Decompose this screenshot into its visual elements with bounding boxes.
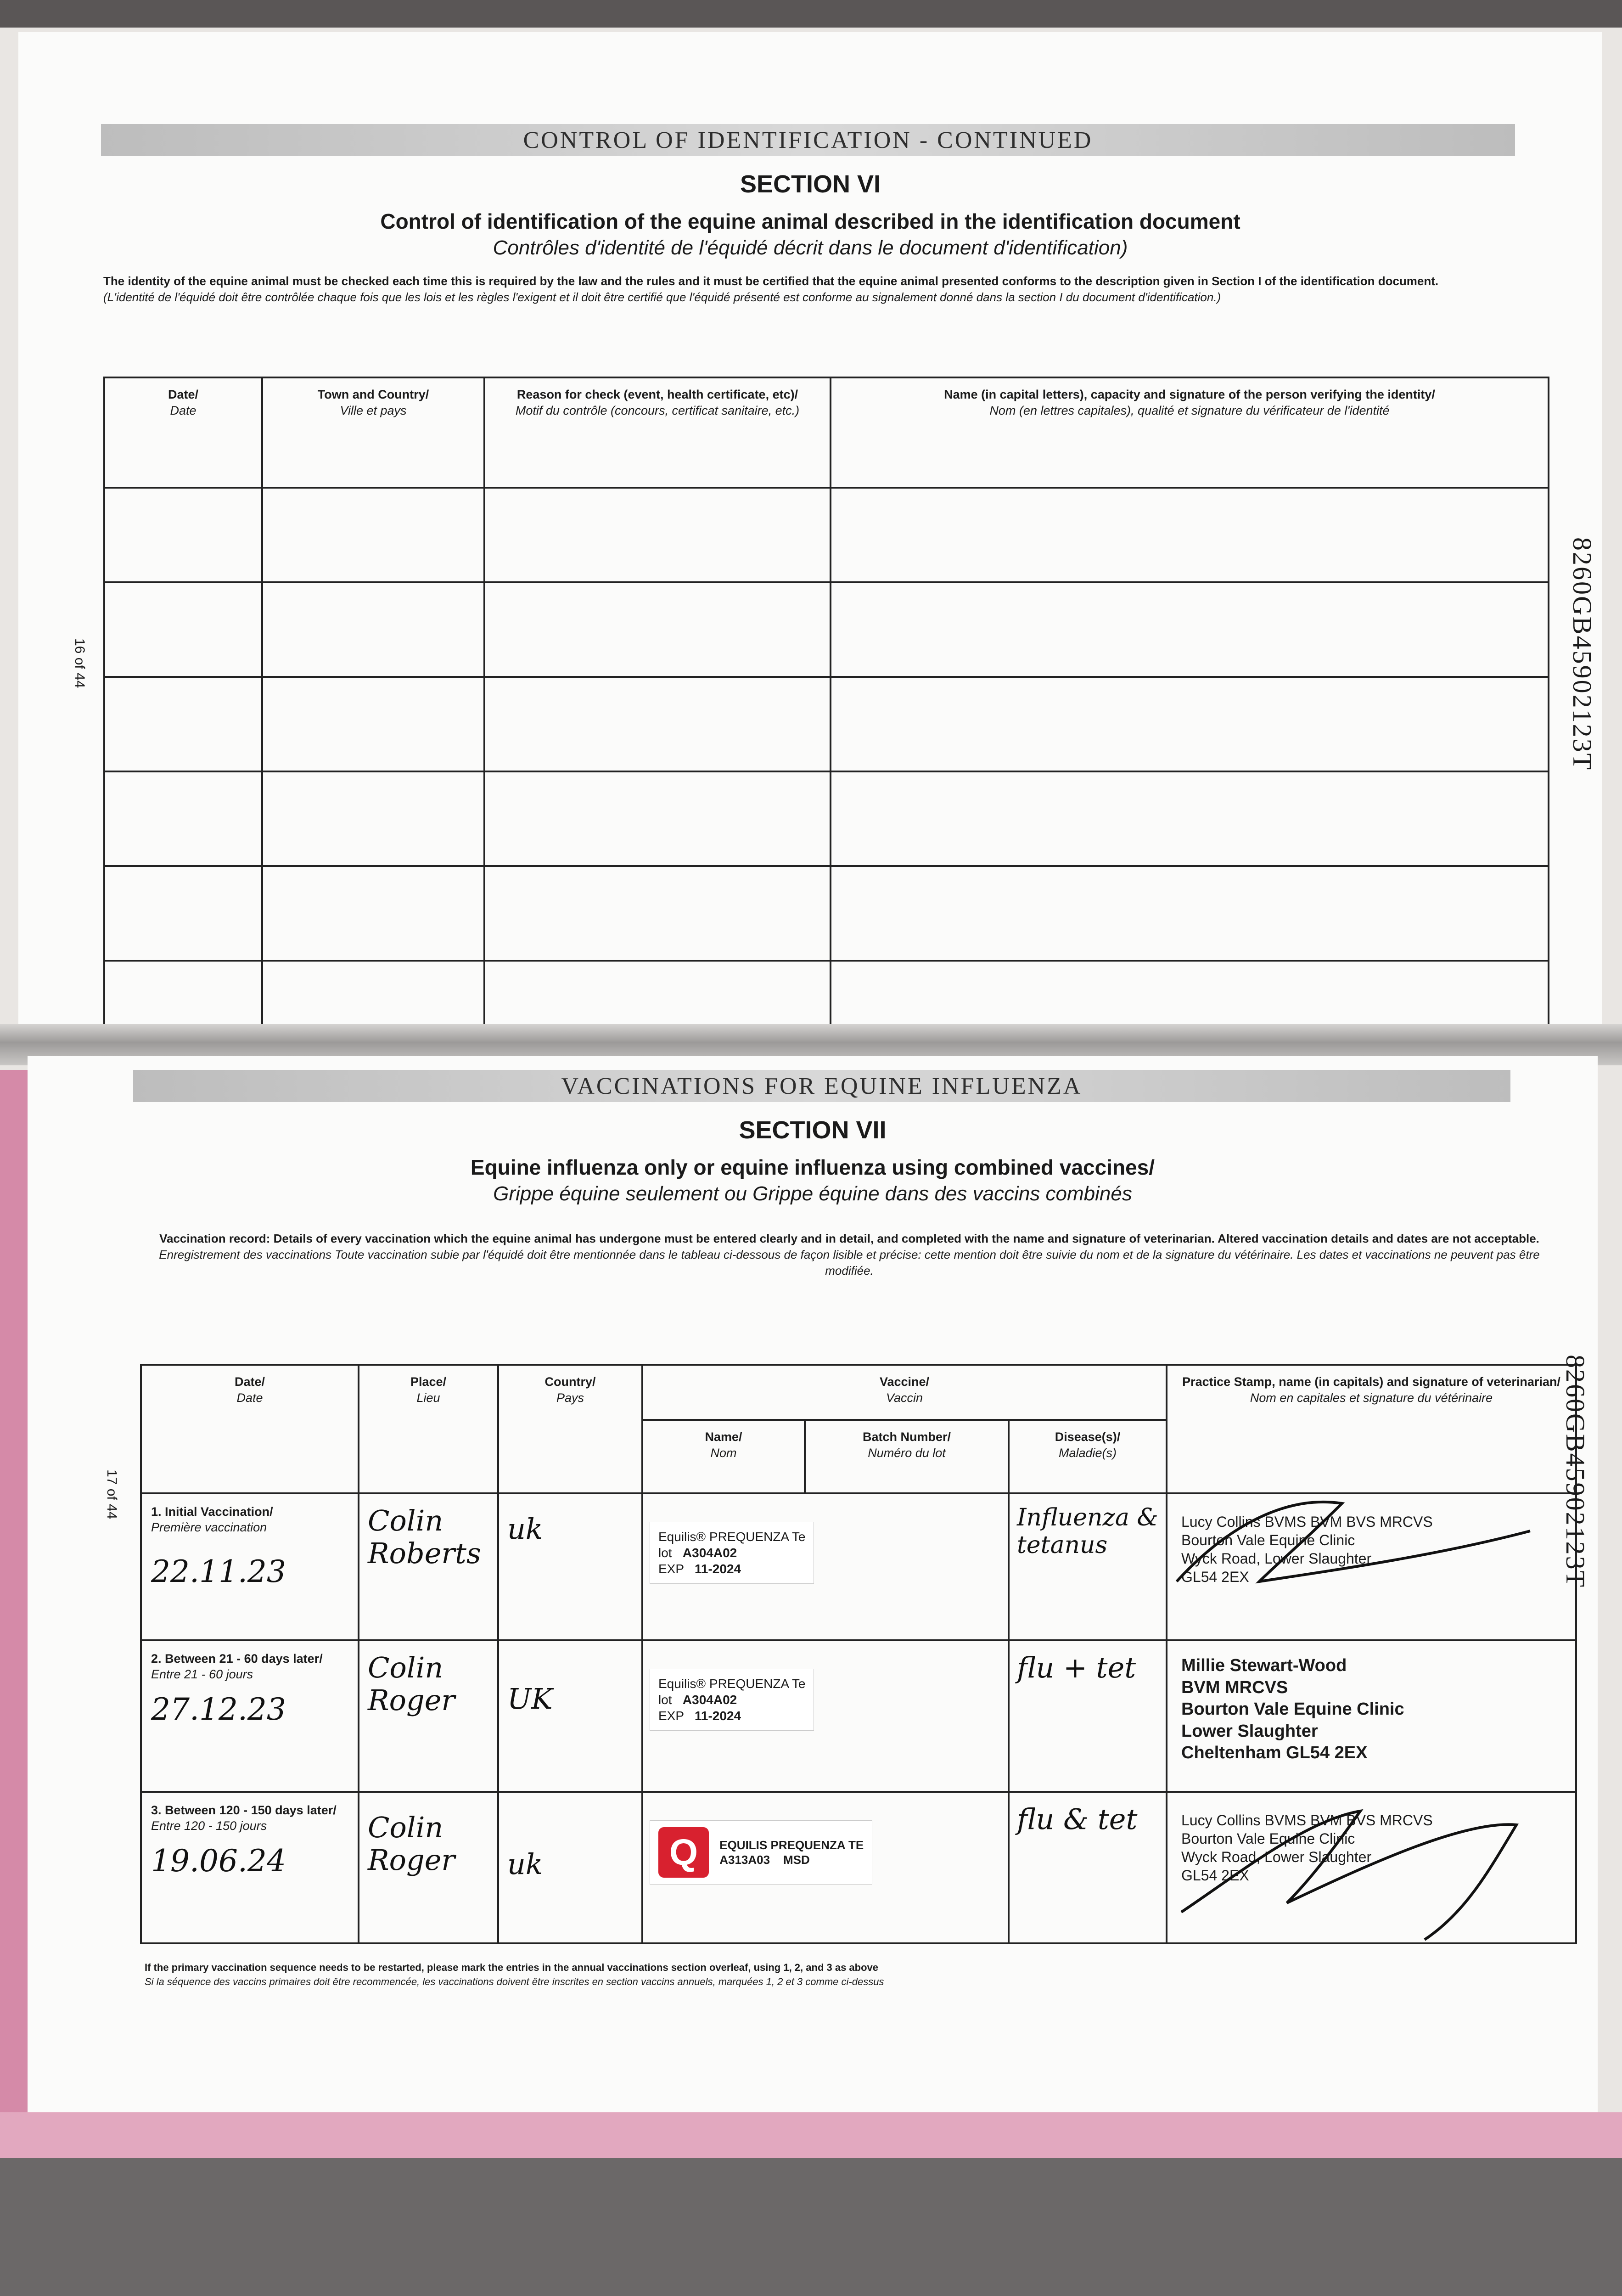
section-title: SECTION VI xyxy=(740,170,881,198)
table-row xyxy=(104,488,1549,582)
intro-en: Details of every vaccination which the equine animal has undergone must be entered clearly and in detail, and completed with the name and signature of veterinarian. Altered vaccination details and dates are not acceptable. xyxy=(273,1232,1539,1245)
place-handwritten: Colin Roger xyxy=(368,1811,455,1877)
vet-stamp: Millie Stewart-Wood BVM MRCVS Bourton Vale Equine Clinic Lower Slaughter Cheltenham GL54 2EX xyxy=(1181,1656,1404,1762)
col-batch: Batch Number/ Numéro du lot xyxy=(805,1420,1009,1493)
page-number: 16 of 44 xyxy=(72,638,87,688)
table-row xyxy=(104,866,1549,961)
vaccination-date: 27.12.23 xyxy=(151,1691,286,1727)
intro-fr-block xyxy=(142,1247,1556,1279)
intro-fr: Toute vaccination subie par l'équidé doit être mentionnée dans le tableau ci-dessous de façon lisible et précise: cette mention doit être suivie du nom et de la signature du vétérinaire. Les dates et vaccinations ne peuvent pas être modifiée. xyxy=(335,1248,1540,1278)
row-label: 3. Between 120 - 150 days later/ Entre 120 - 150 jours xyxy=(151,1803,337,1833)
section-subtitle-en: Equine influenza only or equine influenza using combined vaccines/ xyxy=(470,1155,1155,1179)
table-footnote xyxy=(145,1961,1568,1989)
row-label: 2. Between 21 - 60 days later/ Entre 21 - 60 jours xyxy=(151,1652,323,1681)
row-date-cell xyxy=(141,1640,359,1792)
vet-stamp: Lucy Collins BVMS BVM BVS MRCVS Bourton Vale Equine Clinic Wyck Road, Lower Slaughter GL54 2EX xyxy=(1181,1812,1433,1884)
col-vaccine-name: Name/ Nom xyxy=(642,1420,805,1493)
country-handwritten: uk xyxy=(507,1847,543,1881)
vaccine-name: Equilis® PREQUENZA Te xyxy=(658,1530,806,1544)
col-vaccine: Vaccine/ Vaccin xyxy=(642,1365,1167,1420)
band-title: CONTROL OF IDENTIFICATION - CONTINUED xyxy=(523,127,1093,153)
row-disease-cell xyxy=(1009,1792,1167,1943)
table-row xyxy=(104,582,1549,677)
section-intro xyxy=(142,1231,1556,1279)
table-row xyxy=(104,771,1549,866)
row-place-cell xyxy=(359,1640,498,1792)
vaccination-table xyxy=(140,1364,1577,1944)
vaccine-sticker xyxy=(650,1820,872,1885)
page-number: 17 of 44 xyxy=(104,1469,119,1519)
row-country-cell xyxy=(498,1640,642,1792)
intro-en-label: Vaccination record: xyxy=(159,1232,270,1245)
row-country-cell xyxy=(498,1792,642,1943)
row-vet-cell xyxy=(1167,1792,1576,1943)
section-intro xyxy=(103,273,1517,305)
country-handwritten: UK xyxy=(507,1682,553,1716)
vet-signature xyxy=(1167,1476,1535,1614)
page-section-vi xyxy=(18,32,1602,1056)
vaccine-logo-icon: Q xyxy=(658,1827,709,1878)
scanner-edge-bottom xyxy=(0,2158,1622,2296)
intro-fr: (L'identité de l'équidé doit être contrôlée chaque fois que les lois et les règles l'exigent et il doit être certifié que l'équidé présenté est conforme au signalement donné dans la section I du document d'identification.) xyxy=(103,290,1221,304)
vaccine-sticker xyxy=(650,1522,814,1584)
sticker-lot-row: lot A304A02 xyxy=(658,1693,737,1707)
intro-fr-label: Enregistrement des vaccinations xyxy=(159,1248,332,1262)
intro-en: The identity of the equine animal must be checked each time this is required by the law and the rules and it must be certified that the equine animal presented conforms to the description given in Section I of the identification document. xyxy=(103,274,1439,288)
expiry-date: 11-2024 xyxy=(694,1562,741,1576)
vaccine-name: Equilis® PREQUENZA Te xyxy=(658,1677,806,1691)
col-town-country: Town and Country/ Ville et pays xyxy=(262,377,484,488)
sticker-lot-row: lot A304A02 xyxy=(658,1546,737,1560)
table-row xyxy=(141,1640,1576,1792)
vaccine-sticker-cell xyxy=(642,1493,1009,1640)
vaccination-date: 19.06.24 xyxy=(151,1843,286,1879)
vaccine-sticker-cell xyxy=(642,1792,1009,1943)
vaccine-sticker xyxy=(650,1669,814,1731)
sticker-exp-row: EXP 11-2024 xyxy=(658,1709,741,1723)
col-disease: Disease(s)/ Maladie(s) xyxy=(1009,1420,1167,1493)
passport-cover-bottom xyxy=(0,2112,1622,2163)
row-date-cell xyxy=(141,1792,359,1943)
disease-handwritten: flu & tet xyxy=(1017,1802,1138,1836)
country-handwritten: uk xyxy=(507,1512,543,1546)
sticker-text xyxy=(719,1838,864,1868)
col-verifier: Name (in capital letters), capacity and signature of the person verifying the identity/ Nom (en lettres capitales), qualité et signature du vérificateur de l'identité xyxy=(831,377,1549,488)
intro-en-block xyxy=(142,1231,1556,1247)
section-subtitle-en: Control of identification of the equine animal described in the identification document xyxy=(380,209,1240,233)
disease-handwritten: flu + tet xyxy=(1017,1651,1136,1684)
col-vet: Practice Stamp, name (in capitals) and signature of veterinarian/ Nom en capitales et signature du vétérinaire xyxy=(1167,1365,1576,1493)
sticker-exp-row: EXP 11-2024 xyxy=(658,1562,741,1576)
section-title: SECTION VII xyxy=(739,1116,887,1144)
row-disease-cell xyxy=(1009,1493,1167,1640)
batch-number: A304A02 xyxy=(682,1693,737,1707)
expiry-date: 11-2024 xyxy=(694,1709,741,1723)
batch-number: A304A02 xyxy=(682,1546,737,1560)
vet-stamp: Lucy Collins BVMS BVM BVS MRCVS Bourton Vale Equine Clinic Wyck Road, Lower Slaughter GL54 2EX xyxy=(1181,1514,1433,1585)
col-date: Date/ Date xyxy=(141,1365,359,1493)
row-disease-cell xyxy=(1009,1640,1167,1792)
vet-signature xyxy=(1167,1793,1535,1944)
table-row xyxy=(141,1792,1576,1943)
identity-check-table xyxy=(103,377,1549,1056)
col-place: Place/ Lieu xyxy=(359,1365,498,1493)
table-header-row xyxy=(141,1365,1576,1420)
row-date-cell xyxy=(141,1493,359,1640)
row-place-cell xyxy=(359,1493,498,1640)
msd-logo: MSD xyxy=(783,1853,810,1867)
table-row xyxy=(141,1493,1576,1640)
section-subtitle-fr: Grippe équine seulement ou Grippe équine dans des vaccins combinés xyxy=(493,1182,1132,1205)
place-handwritten: Colin Roger xyxy=(368,1651,455,1717)
band-title: VACCINATIONS FOR EQUINE INFLUENZA xyxy=(561,1073,1083,1099)
scanner-edge-top xyxy=(0,0,1622,28)
table-header-row xyxy=(104,377,1549,488)
col-country: Country/ Pays xyxy=(498,1365,642,1493)
vaccine-name: EQUILIS PREQUENZA TE xyxy=(719,1838,864,1852)
vaccination-date: 22.11.23 xyxy=(151,1553,286,1589)
row-place-cell xyxy=(359,1792,498,1943)
col-date: Date/ Date xyxy=(104,377,262,488)
footnote-fr: Si la séquence des vaccins primaires doit être recommencée, les vaccinations doivent être inscrites en section vaccins annuels, marquées 1, 2 et 3 comme ci-dessus xyxy=(145,1975,884,1987)
section-band xyxy=(133,1070,1510,1102)
vaccine-sticker-cell xyxy=(642,1640,1009,1792)
passport-serial: 8260GB45902123T xyxy=(1567,537,1597,771)
row-country-cell xyxy=(498,1493,642,1640)
row-label: 1. Initial Vaccination/ Première vaccination xyxy=(151,1505,273,1534)
row-vet-cell xyxy=(1167,1493,1576,1640)
page-section-vii xyxy=(28,1056,1598,2112)
place-handwritten: Colin Roberts xyxy=(368,1504,481,1570)
col-reason: Reason for check (event, health certificate, etc)/ Motif du contrôle (concours, certificat sanitaire, etc.) xyxy=(484,377,831,488)
batch-number: A313A03 xyxy=(719,1853,770,1867)
table-row xyxy=(104,677,1549,771)
footnote-en: If the primary vaccination sequence needs to be restarted, please mark the entries in the annual vaccinations section overleaf, using 1, 2, and 3 as above xyxy=(145,1962,879,1973)
section-subtitle-fr: Contrôles d'identité de l'équidé décrit dans le document d'identification) xyxy=(493,236,1128,259)
section-band xyxy=(101,124,1515,156)
passport-serial: 8260GB45902123T xyxy=(1560,1355,1590,1588)
row-vet-cell xyxy=(1167,1640,1576,1792)
disease-handwritten: Influenza & tetanus xyxy=(1017,1504,1158,1559)
